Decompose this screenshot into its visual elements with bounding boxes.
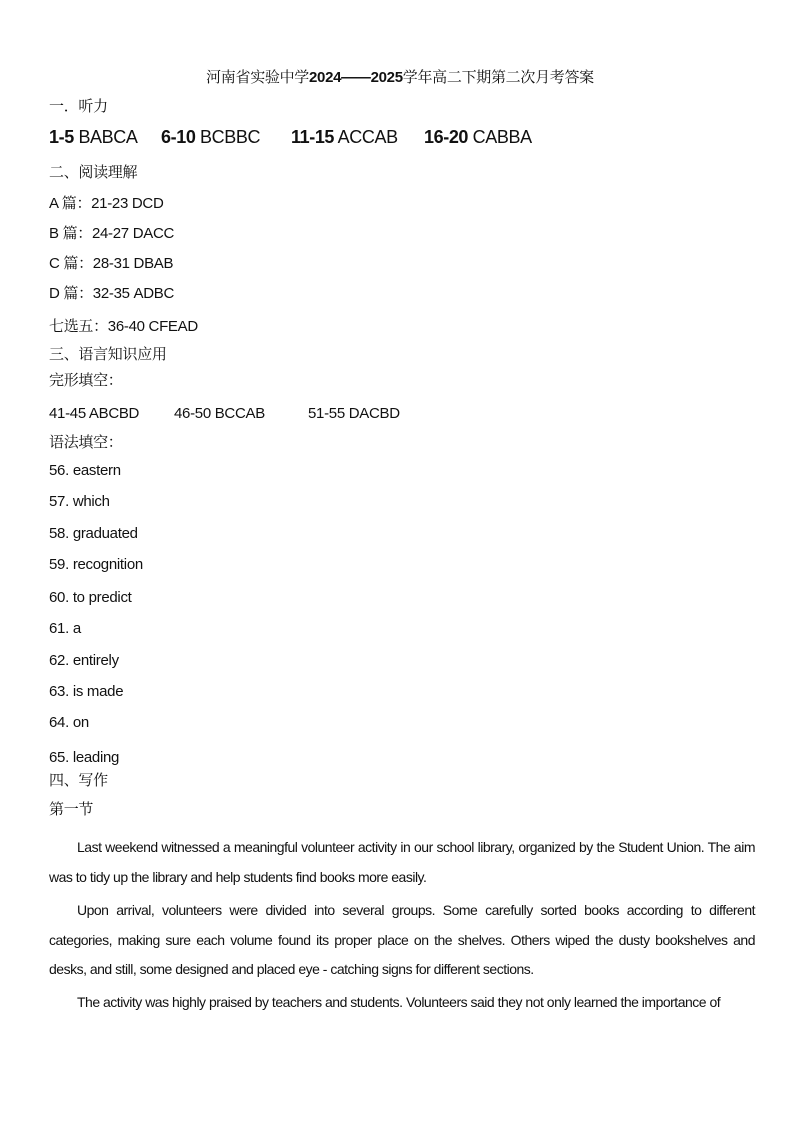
listening-group — [49, 126, 137, 148]
listening-answers: BCBBC — [200, 127, 261, 147]
cloze-group: 51-55 DACBD — [308, 405, 400, 422]
grammar-answer: 57. which — [49, 493, 110, 510]
reading-passage-a: A 篇：21-23 DCD — [49, 195, 164, 212]
listening-group — [291, 126, 398, 148]
reading-passage-c: C 篇：28-31 DBAB — [49, 255, 174, 272]
grammar-answer: 63. is made — [49, 683, 124, 700]
writing-heading: 四、写作 — [49, 772, 108, 789]
title-school: 河南省实验中学 — [206, 69, 310, 86]
listening-heading: 一．听力 — [49, 98, 108, 115]
writing-part1-heading: 第一节 — [49, 801, 94, 818]
language-heading: 三、语言知识应用 — [49, 346, 167, 363]
essay-paragraph: The activity was highly praised by teachers and students. Volunteers said they not only learned the importance of — [77, 994, 721, 1010]
listening-answers: CABBA — [472, 127, 532, 147]
grammar-answer: 62. entirely — [49, 652, 119, 669]
reading-passage-d: D 篇：32-35 ADBC — [49, 285, 175, 302]
listening-answers: BABCA — [78, 127, 138, 147]
grammar-heading: 语法填空： — [49, 434, 123, 451]
cloze-group: 41-45 ABCBD — [49, 405, 140, 422]
grammar-answer: 58. graduated — [49, 525, 138, 542]
grammar-answer: 65. leading — [49, 749, 120, 766]
cloze-group: 46-50 BCCAB — [174, 405, 265, 422]
grammar-answer: 56. eastern — [49, 462, 121, 479]
grammar-answer: 64. on — [49, 714, 89, 731]
grammar-answer: 59. recognition — [49, 556, 143, 573]
listening-range: 16-20 — [424, 127, 469, 147]
grammar-answer: 60. to predict — [49, 589, 132, 606]
seven-choose-five: 七选五：36-40 CFEAD — [49, 318, 198, 335]
listening-range: 1-5 — [49, 127, 74, 147]
essay-paragraph: Last weekend witnessed a meaningful volunteer activity in our school library, organized by the Student Union. The aim was to tidy up the library and help students find books more easily. — [49, 839, 755, 885]
reading-heading: 二、阅读理解 — [49, 164, 138, 181]
listening-range: 6-10 — [161, 127, 196, 147]
listening-range: 11-15 — [291, 127, 335, 147]
reading-passage-b: B 篇：24-27 DACC — [49, 225, 175, 242]
title-rest: 学年高二下期第二次月考答案 — [402, 69, 594, 86]
title-years: 2024——2025 — [309, 69, 403, 86]
listening-group — [161, 126, 260, 148]
page-title — [0, 69, 800, 87]
listening-answers: ACCAB — [337, 127, 398, 147]
cloze-heading: 完形填空： — [49, 372, 123, 389]
grammar-answer: 61. a — [49, 620, 81, 637]
listening-group — [424, 126, 532, 148]
essay-paragraph: Upon arrival, volunteers were divided into several groups. Some carefully sorted books according to different categories, making sure each volume found its proper place on the shelves. Others wiped the dusty bookshelves and desks, and still, some designed and placed eye - catching signs for different sections. — [49, 902, 755, 977]
